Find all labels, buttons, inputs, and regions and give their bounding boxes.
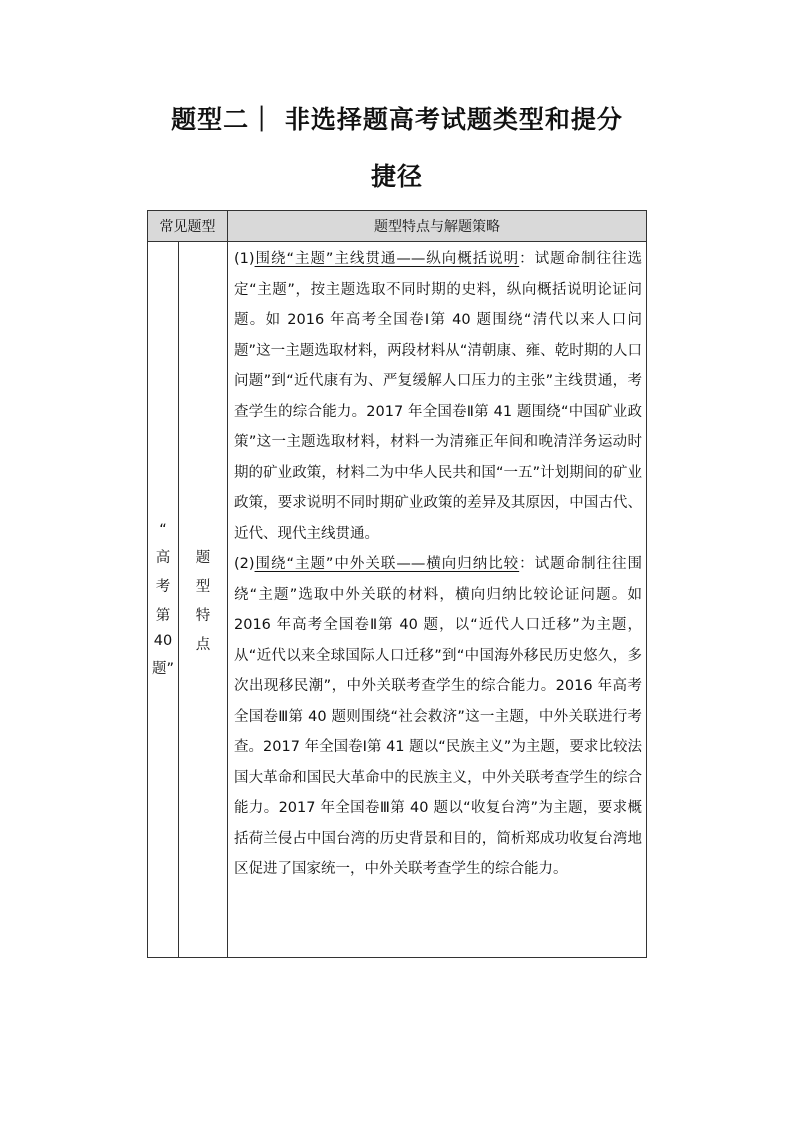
p1-body: ：试题命制往往选定“主题”，按主题选取不同时期的史料，纵向概括说明论证问题。如 2016 年高考全国卷Ⅰ第 40 题围绕“清代以来人口问题”这一主题选取材料，两段材料从“清朝康、雍、乾时期的人口问题”到“近代康有为、严复缓解人口压力的主张”主线贯通，考查学生的综合能力。2017 年全国卷Ⅱ第 41 题围绕“中国矿业政策”这一主题选取材料，材料一为清雍正年间和晚清洋务运动时期的矿业政策，材料二为中华人民共和国“一五”计划期间的矿业政策，要求说明不同时期矿业政策的差异及其原因，中国古代、近代、现代主线贯通。 [234,251,642,542]
content-cell [228,242,647,958]
paragraph-2 [234,549,642,885]
row-label-char: “ [159,521,167,538]
table-row [148,242,647,958]
sub-label-char: 特 [195,607,211,624]
p2-body: ：试题命制往往围绕“主题”选取中外关联的材料，横向归纳比较论证问题。如 2016 年高考全国卷Ⅱ第 40 题，以“近代人口迁移”为主题，从“近代以来全球国际人口迁移”到“中国海外移民历史悠久，多次出现移民潮”，中外关联考查学生的综合能力。2016 年高考全国卷Ⅲ第 40 题则围绕“社会救济”这一主题，中外关联进行考查。2017 年全国卷Ⅰ第 41 题以“民族主义”为主题，要求比较法国大革命和国民大革命中的民族主义，中外关联考查学生的综合能力。2017 年全国卷Ⅲ第 40 题以“收复台湾”为主题，要求概括荷兰侵占中国台湾的历史背景和目的，简析郑成功收复台湾地区促进了国家统一，中外关联考查学生的综合能力。 [234,556,642,877]
row-label-cell [148,242,179,958]
page-title-line2: 捷径 [370,162,423,191]
sub-label-char: 型 [195,578,211,595]
sub-label-cell [179,242,228,958]
sub-label-char: 点 [195,636,211,653]
row-label-char: 第 [155,607,171,624]
p1-prefix: (1) [234,251,255,267]
row-label [148,522,178,678]
sub-label [179,546,227,654]
p1-heading: 围绕“主题”主线贯通——纵向概括说明 [254,251,520,267]
p2-prefix: (2) [234,556,255,572]
page-title-line1: 题型二｜ 非选择题高考试题类型和提分 [171,105,623,134]
row-label-char: 高 [155,549,171,566]
header-features-strategy: 题型特点与解题策略 [228,211,647,242]
sub-label-char: 题 [195,549,211,566]
row-label-char: 考 [155,578,171,595]
strategy-table [147,210,647,958]
table-header-row [148,211,647,242]
row-label-char: 40 [153,632,173,649]
row-label-char: 题” [151,660,174,677]
header-question-type: 常见题型 [148,211,228,242]
paragraph-1 [234,244,642,549]
p2-heading: 围绕“主题”中外关联——横向归纳比较 [254,556,520,572]
